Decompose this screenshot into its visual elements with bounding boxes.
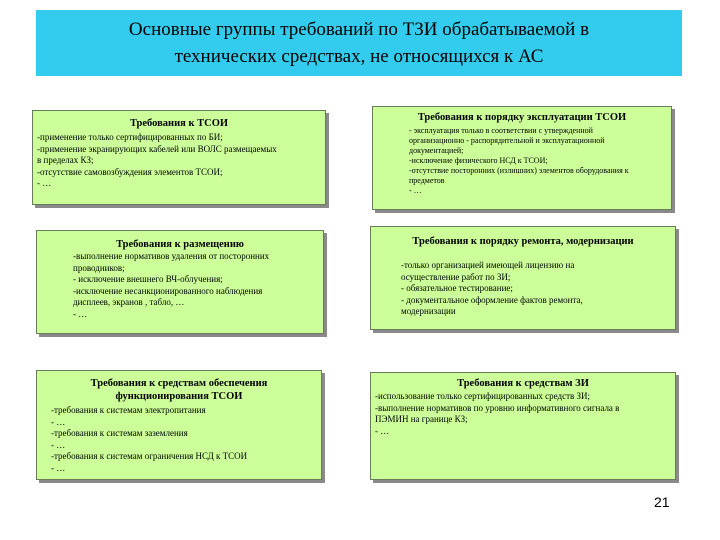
slide-title-line-2: технических средствах, не относящихся к АС — [174, 46, 544, 67]
card-line: - исключение внешнего ВЧ-облучения; — [73, 274, 223, 284]
card-line: предметов — [409, 176, 445, 185]
card-line: организационно - распорядительной и эксплуатационной — [409, 136, 605, 145]
card-line: -использование только сертифицированных средств ЗИ; — [375, 391, 591, 401]
card-zi-requirements — [370, 372, 676, 480]
card-heading-line-1: Требования к средствам обеспечения — [90, 378, 268, 389]
card-line: - … — [409, 186, 422, 195]
card-heading: Требования к размещению — [116, 239, 244, 250]
card-heading-line-2: функционирования ТСОИ — [115, 391, 243, 402]
card-line: - … — [37, 178, 52, 188]
card-line: документацией; — [409, 146, 464, 155]
card-repair-requirements — [370, 226, 676, 330]
card-heading: Требования к порядку эксплуатации ТСОИ — [417, 112, 627, 123]
card-line: - … — [51, 462, 66, 473]
card-line: - … — [375, 425, 390, 436]
slide-title — [36, 10, 682, 76]
card-placement-requirements — [36, 230, 324, 334]
card-line: - … — [51, 439, 66, 450]
card-line: -только организацией имеющей лицензию на — [401, 260, 575, 270]
card-heading: Требования к средствам ЗИ — [457, 378, 589, 389]
card-line: -выполнение нормативов удаления от посторонних — [73, 251, 270, 261]
card-line: -требования к системам ограничения НСД к ТСОИ — [51, 451, 248, 461]
card-heading: Требования к порядку ремонта, модернизации — [412, 236, 634, 247]
page-number: 21 — [654, 494, 670, 510]
card-line: проводников; — [73, 262, 125, 273]
card-line: -применение только сертифицированных по БИ; — [37, 132, 223, 142]
card-line: - … — [73, 308, 88, 319]
card-line: - обязательное тестирование; — [401, 283, 513, 293]
card-line: - эксплуатация только в соответствии с утвержденной — [409, 126, 593, 135]
card-line: модернизации — [401, 306, 456, 316]
card-functioning-requirements — [36, 370, 322, 480]
card-line: -отсутствие посторонних (излишних) элементов оборудования к — [409, 166, 629, 175]
card-line: - документальное оформление фактов ремонта, — [401, 294, 583, 305]
card-line: -исключение физического НСД к ТСОИ; — [409, 156, 548, 165]
card-line: осуществление работ по ЗИ; — [401, 271, 511, 282]
card-line: -отсутствие самовозбуждения элементов ТСОИ; — [37, 166, 223, 177]
card-line: -выполнение нормативов по уровню информативного сигнала в — [375, 402, 620, 413]
slide-title-line-1: Основные группы требований по ТЗИ обрабатываемой в — [128, 19, 590, 40]
card-line: - … — [51, 416, 66, 427]
card-line: -требования к системам заземления — [51, 428, 188, 438]
card-line: -требования к системам электропитания — [51, 405, 206, 415]
card-line: дисплеев, экранов , табло, … — [73, 297, 185, 307]
card-line: ПЭМИН на границе КЗ; — [375, 414, 468, 424]
card-line: -исключение несанкционированного наблюдения — [73, 285, 263, 296]
card-heading: Требования к ТСОИ — [129, 118, 229, 129]
card-tsoi-requirements — [32, 110, 326, 205]
card-line: -применение экранирующих кабелей или ВОЛС размещаемых — [37, 143, 277, 154]
card-line: в пределах КЗ; — [37, 155, 94, 165]
card-operation-requirements — [372, 106, 672, 210]
